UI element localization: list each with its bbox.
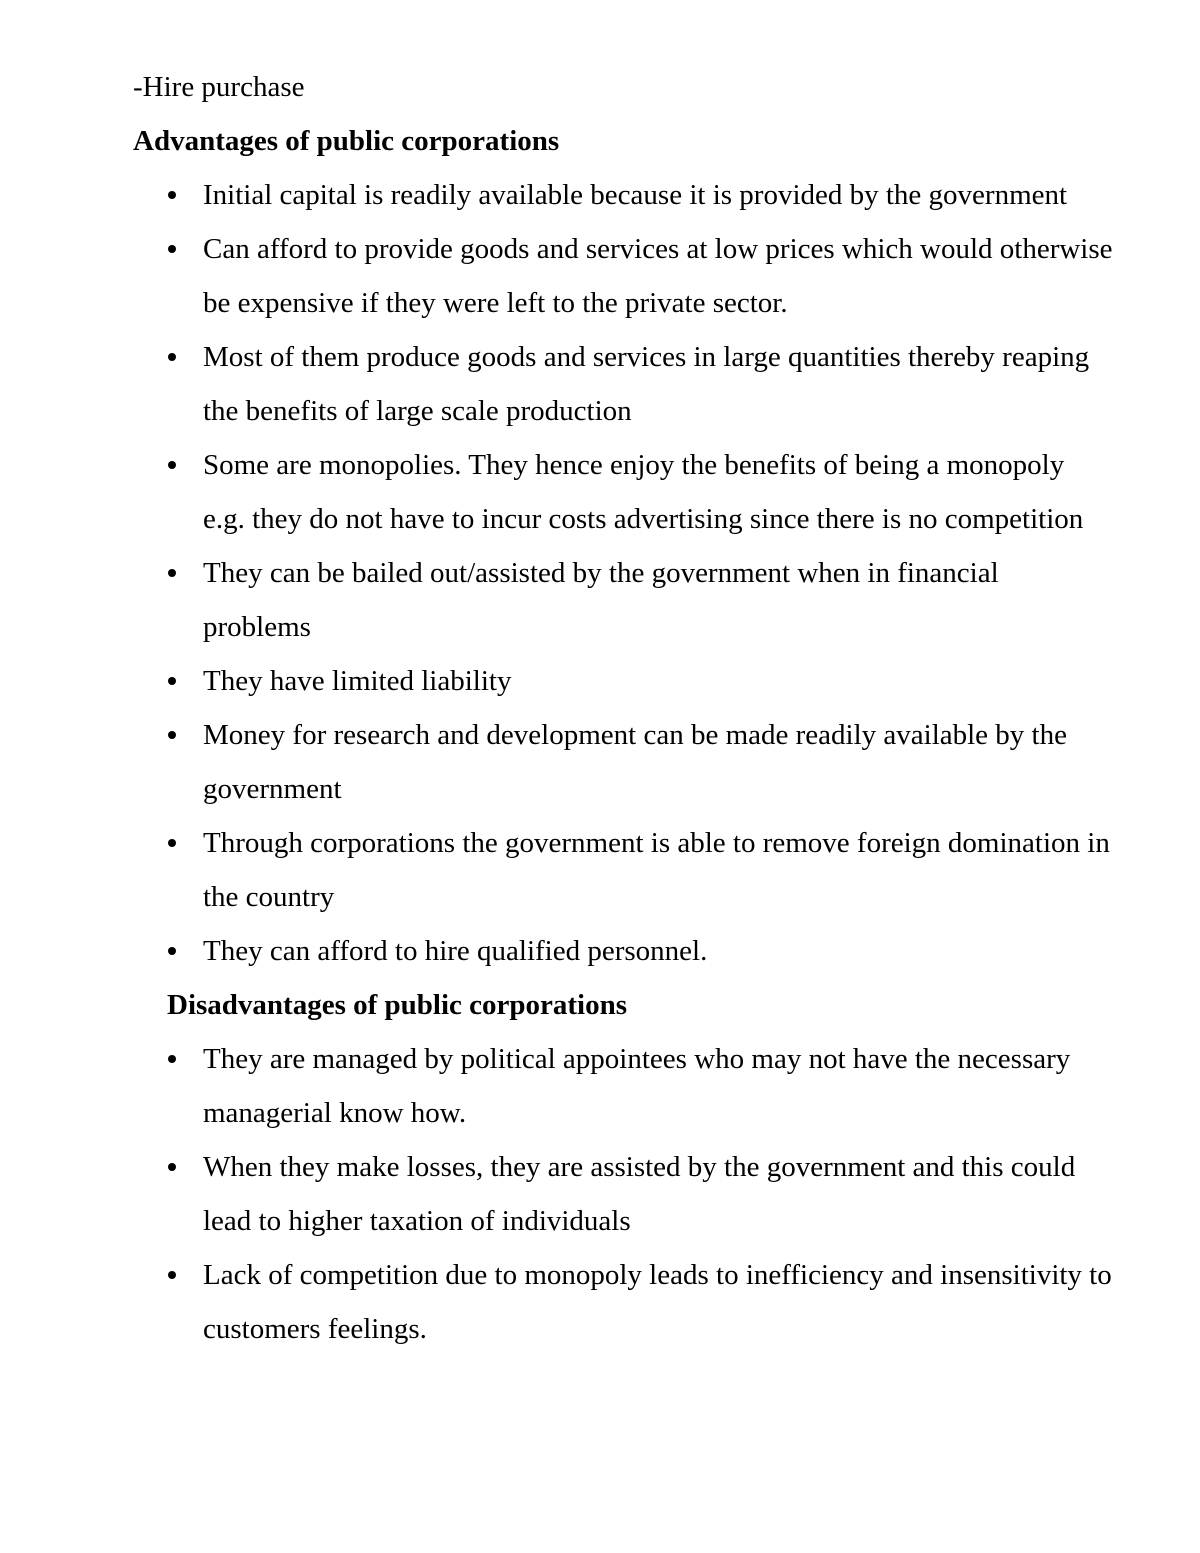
bullet-icon: [168, 1271, 176, 1279]
bullet-icon: [168, 353, 176, 361]
list-item: [133, 1032, 1113, 1140]
bullet-icon: [168, 569, 176, 577]
list-item: [133, 924, 1113, 978]
bullet-icon: [168, 245, 176, 253]
list-item-text: They have limited liability: [203, 665, 512, 697]
list-item-text: They can afford to hire qualified personnel.: [203, 935, 708, 967]
bullet-icon: [168, 1163, 176, 1171]
bullet-icon: [168, 731, 176, 739]
bullet-icon: [168, 839, 176, 847]
list-item-text: Most of them produce goods and services in large quantities thereby reaping the benefits of large scale production: [203, 341, 1090, 427]
list-item-text: Lack of competition due to monopoly leads to inefficiency and insensitivity to customers feelings.: [203, 1259, 1112, 1345]
list-item-text: When they make losses, they are assisted by the government and this could lead to higher taxation of individuals: [203, 1151, 1076, 1237]
list-item: [133, 438, 1113, 546]
list-item-text: They are managed by political appointees who may not have the necessary managerial know how.: [203, 1043, 1071, 1129]
list-item: [133, 708, 1113, 816]
list-item: [133, 1140, 1113, 1248]
bullet-icon: [168, 461, 176, 469]
bullet-icon: [168, 1055, 176, 1063]
advantages-list: [133, 168, 1113, 978]
list-item: [133, 546, 1113, 654]
disadvantages-heading: Disadvantages of public corporations: [167, 989, 628, 1021]
bullet-icon: [168, 191, 176, 199]
bullet-icon: [168, 677, 176, 685]
list-item-text: Some are monopolies. They hence enjoy the benefits of being a monopoly e.g. they do not have to incur costs advertising since there is no competition: [203, 449, 1084, 535]
list-item: [133, 222, 1113, 330]
list-item-text: They can be bailed out/assisted by the government when in financial problems: [203, 557, 999, 643]
list-item: [133, 816, 1113, 924]
list-item-text: Money for research and development can be made readily available by the government: [203, 719, 1067, 805]
list-item: [133, 168, 1113, 222]
list-item: [133, 330, 1113, 438]
list-item: [133, 1248, 1113, 1356]
list-item-text: Can afford to provide goods and services at low prices which would otherwise be expensive if they were left to the private sector.: [203, 233, 1113, 319]
disadvantages-list: [133, 1032, 1113, 1356]
advantages-heading: Advantages of public corporations: [133, 125, 560, 157]
list-item-text: Through corporations the government is able to remove foreign domination in the country: [203, 827, 1110, 913]
list-item: [133, 654, 1113, 708]
document-content: [133, 60, 1113, 1356]
list-item-text: Initial capital is readily available because it is provided by the government: [203, 179, 1068, 211]
bullet-icon: [168, 947, 176, 955]
intro-line: -Hire purchase: [133, 71, 305, 103]
